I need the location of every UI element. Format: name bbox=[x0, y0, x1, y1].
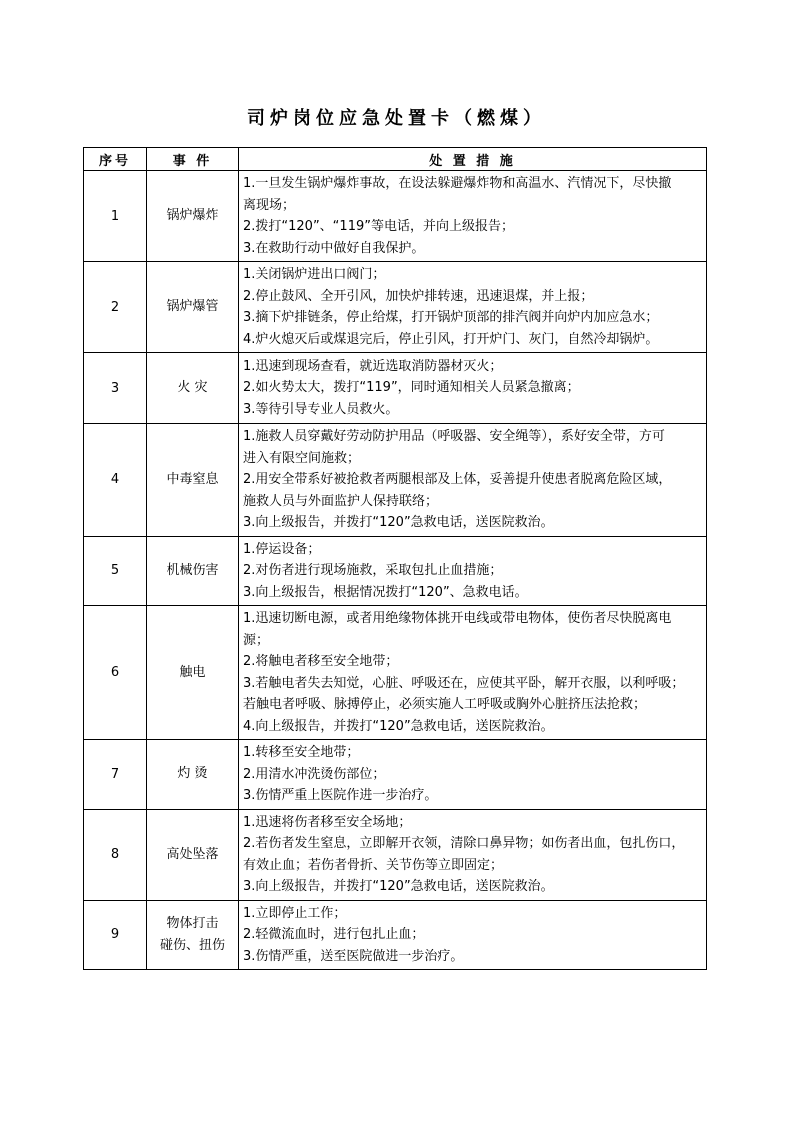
event-cell bbox=[147, 536, 239, 606]
event-cell bbox=[147, 424, 239, 537]
table-row bbox=[84, 809, 707, 900]
emergency-table bbox=[83, 147, 707, 970]
measure-line: 1.迅速到现场查看，就近选取消防器材灭火； bbox=[243, 358, 503, 374]
measure-line: 2.将触电者移至安全地带； bbox=[243, 654, 399, 669]
event-cell bbox=[147, 171, 239, 262]
measure-line: 1.施救人员穿戴好劳动防护用品（呼吸器、安全绳等），系好安全带，方可 bbox=[243, 429, 665, 444]
table-row bbox=[84, 171, 707, 262]
measure-line: 3.伤情严重，送至医院做进一步治疗。 bbox=[243, 948, 464, 964]
measure-line: 3.向上级报告，并拨打“120”急救电话，送医院救治。 bbox=[243, 515, 554, 530]
event-name: 中毒窒息 bbox=[166, 471, 219, 487]
event-name: 锅炉爆管 bbox=[166, 299, 219, 314]
measure-line: 若触电者呼吸、脉搏停止，必须实施人工呼吸或胸外心脏挤压法抢救； bbox=[243, 697, 647, 712]
measure-line: 2.用安全带系好被抢救者两腿根部及上体，妥善提升使患者脱离危险区域， bbox=[243, 472, 672, 487]
table-row bbox=[84, 900, 707, 970]
measures-cell bbox=[239, 536, 707, 606]
header-no: 序号 bbox=[84, 148, 147, 171]
row-number: 8 bbox=[84, 809, 147, 900]
measures-cell bbox=[239, 900, 707, 970]
event-cell bbox=[147, 740, 239, 810]
measure-line: 2.用清水冲洗烫伤部位； bbox=[243, 766, 386, 782]
measure-line: 1.迅速切断电源，或者用绝缘物体挑开电线或带电物体，使伤者尽快脱离电 bbox=[243, 611, 672, 626]
event-name: 高处坠落 bbox=[166, 846, 219, 862]
event-cell bbox=[147, 900, 239, 970]
table-row bbox=[84, 606, 707, 740]
measure-line: 3.向上级报告，根据情况拨打“120”、急救电话。 bbox=[243, 584, 528, 600]
row-number: 7 bbox=[84, 740, 147, 810]
measures-cell bbox=[239, 424, 707, 537]
row-number: 3 bbox=[84, 353, 147, 424]
event-cell bbox=[147, 809, 239, 900]
row-number: 4 bbox=[84, 424, 147, 537]
table-header bbox=[84, 148, 707, 171]
measure-line: 3.伤情严重上医院作进一步治疗。 bbox=[243, 788, 438, 803]
measures-cell bbox=[239, 606, 707, 740]
measure-line: 离现场； bbox=[243, 197, 296, 213]
table-row bbox=[84, 424, 707, 537]
measures-cell bbox=[239, 171, 707, 262]
measures-cell bbox=[239, 262, 707, 353]
table-row bbox=[84, 740, 707, 810]
event-cell bbox=[147, 262, 239, 353]
row-number: 6 bbox=[84, 606, 147, 740]
table-row bbox=[84, 536, 707, 606]
measure-line: 2.停止鼓风、全开引风，加快炉排转速，迅速退煤，并上报； bbox=[243, 288, 594, 304]
measure-line: 2.若伤者发生窒息，立即解开衣领，清除口鼻异物；如伤者出血，包扎伤口， bbox=[243, 836, 685, 851]
event-name: 触电 bbox=[179, 664, 206, 680]
measure-line: 4.向上级报告，并拨打“120”急救电话，送医院救治。 bbox=[243, 718, 554, 734]
row-number: 1 bbox=[84, 171, 147, 262]
event-name: 机械伤害 bbox=[166, 562, 219, 578]
measure-line: 1.一旦发生锅炉爆炸事故，在设法躲避爆炸物和高温水、汽情况下，尽快撤 bbox=[243, 176, 672, 191]
header-event: 事 件 bbox=[147, 148, 239, 171]
measure-line: 进入有限空间施救； bbox=[243, 450, 361, 466]
measure-line: 3.摘下炉排链条，停止给煤，打开锅炉顶部的排汽阀并向炉内加应急水； bbox=[243, 310, 659, 325]
event-name: 火 灾 bbox=[177, 380, 208, 395]
table-row bbox=[84, 262, 707, 353]
row-number: 9 bbox=[84, 900, 147, 970]
measure-line: 3.若触电者失去知觉，心脏、呼吸还在，应使其平卧，解开衣服，以利呼吸； bbox=[243, 675, 685, 691]
page-title: 司炉岗位应急处置卡（燃煤） bbox=[247, 108, 546, 129]
measure-line: 有效止血；若伤者骨折、关节伤等立即固定； bbox=[243, 857, 504, 873]
measure-line: 2.拨打“120”、“119”等电话，并向上级报告； bbox=[243, 219, 514, 234]
header-measures: 处 置 措 施 bbox=[239, 148, 707, 171]
table-row bbox=[84, 353, 707, 424]
event-name: 物体打击 bbox=[166, 915, 219, 931]
measure-line: 3.向上级报告，并拨打“120”急救电话，送医院救治。 bbox=[243, 879, 554, 894]
measure-line: 2.如火势太大，拨打“119”，同时通知相关人员紧急撤离； bbox=[243, 380, 580, 396]
measures-cell bbox=[239, 740, 707, 810]
measure-line: 3.等待引导专业人员救火。 bbox=[243, 401, 399, 417]
event-name: 锅炉爆炸 bbox=[166, 208, 219, 223]
measure-line: 源； bbox=[243, 632, 270, 648]
measure-line: 1.关闭锅炉进出口阀门； bbox=[243, 267, 386, 282]
event-cell bbox=[147, 606, 239, 740]
measure-line: 1.立即停止工作； bbox=[243, 905, 347, 921]
measure-line: 2.轻微流血时，进行包扎止血； bbox=[243, 927, 425, 942]
measure-line: 2.对伤者进行现场施救，采取包扎止血措施； bbox=[243, 563, 503, 578]
measure-line: 3.在救助行动中做好自我保护。 bbox=[243, 240, 425, 256]
event-name: 碰伤、扭伤 bbox=[159, 937, 225, 953]
measure-line: 4.炉火熄灭后或煤退完后，停止引风，打开炉门、灰门，自然冷却锅炉。 bbox=[243, 331, 659, 347]
row-number: 5 bbox=[84, 536, 147, 606]
measure-line: 施救人员与外面监护人保持联络； bbox=[243, 493, 439, 509]
measure-line: 1.停运设备； bbox=[243, 541, 321, 557]
measures-cell bbox=[239, 353, 707, 424]
measures-cell bbox=[239, 809, 707, 900]
row-number: 2 bbox=[84, 262, 147, 353]
event-cell bbox=[147, 353, 239, 424]
measure-line: 1.迅速将伤者移至安全场地； bbox=[243, 814, 412, 830]
event-name: 灼 烫 bbox=[177, 766, 208, 782]
measure-line: 1.转移至安全地带； bbox=[243, 745, 360, 760]
